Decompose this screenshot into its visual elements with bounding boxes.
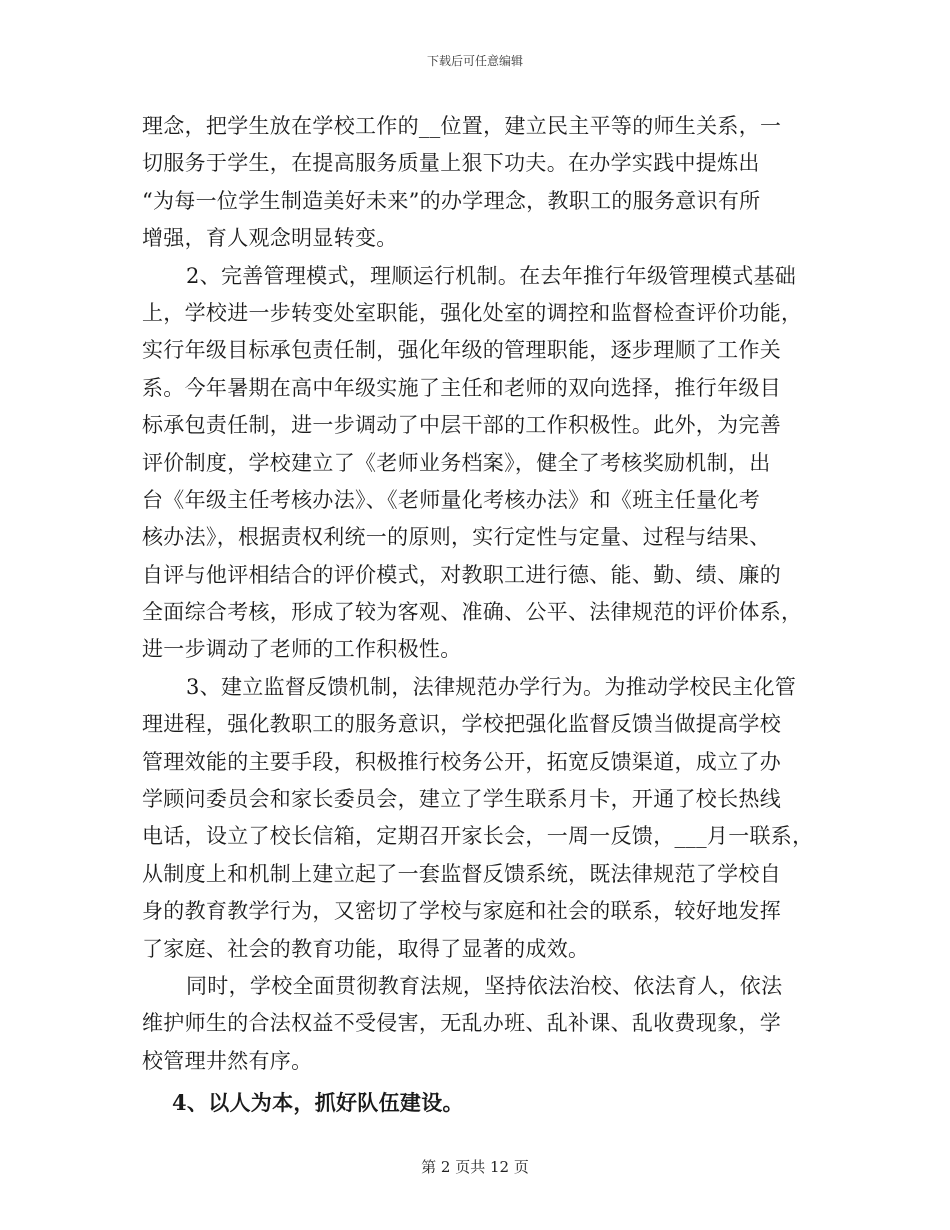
text-line: 标承包责任制，进一步调动了中层干部的工作积极性。此外，为完善 bbox=[142, 413, 781, 438]
text-line: 了家庭、社会的教育功能，取得了显著的成效。 bbox=[142, 936, 590, 961]
text-line: 系。今年暑期在高中年级实施了主任和老师的双向选择，推行年级目 bbox=[142, 375, 781, 400]
text-line: 电话，设立了校长信箱，定期召开家长会，一周一反馈，___月一联系， bbox=[142, 824, 814, 849]
page-header: 下载后可任意编辑 bbox=[426, 54, 523, 68]
text-line: 切服务于学生，在提高服务质量上狠下功夫。在办学实践中提炼出 bbox=[142, 151, 760, 176]
text-line: 上，学校进一步转变处室职能，强化处室的调控和监督检查评价功能， bbox=[142, 300, 803, 325]
text-line: 从制度上和机制上建立起了一套监督反馈系统，既法律规范了学校自 bbox=[142, 861, 781, 886]
text-line: 校管理井然有序。 bbox=[142, 1048, 313, 1073]
paragraph-start: 2、完善管理模式，理顺运行机制。在去年推行年级管理模式基础 bbox=[186, 263, 797, 288]
paragraph-start: 3、建立监督反馈机制，法律规范办学行为。为推动学校民主化管 bbox=[186, 674, 797, 699]
text-line: 理念，把学生放在学校工作的__位置，建立民主平等的师生关系，一 bbox=[142, 114, 782, 138]
text-line: 自评与他评相结合的评价模式，对教职工进行德、能、勤、绩、廉的 bbox=[142, 562, 781, 587]
section-heading: 4、以人为本，抓好队伍建设。 bbox=[172, 1090, 464, 1116]
text-line: 学顾问委员会和家长委员会，建立了学生联系月卡，开通了校长热线 bbox=[142, 787, 781, 812]
document-body bbox=[142, 108, 822, 1122]
text-line: 增强，育人观念明显转变。 bbox=[142, 226, 398, 251]
text-line: “为每一位学生制造美好未来”的办学理念，教职工的服务意识有所 bbox=[142, 188, 761, 213]
text-line: 维护师生的合法权益不受侵害，无乱办班、乱补课、乱收费现象，学 bbox=[142, 1011, 781, 1036]
text-line: 身的教育教学行为，又密切了学校与家庭和社会的联系，较好地发挥 bbox=[142, 899, 781, 924]
text-line: 核办法》，根据责权利统一的原则，实行定性与定量、过程与结果、 bbox=[142, 525, 771, 550]
page-footer: 第 2 页共 12 页 bbox=[421, 1158, 529, 1176]
text-line: 管理效能的主要手段，积极推行校务公开，拓宽反馈渠道，成立了办 bbox=[142, 749, 781, 774]
text-line: 台《年级主任考核办法》、《老师量化考核办法》和《班主任量化考 bbox=[142, 487, 760, 512]
paragraph-start: 同时，学校全面贯彻教育法规，坚持依法治校、依法育人，依法 bbox=[186, 973, 783, 998]
text-line: 全面综合考核，形成了较为客观、准确、公平、法律规范的评价体系， bbox=[142, 600, 803, 625]
text-line: 进一步调动了老师的工作积极性。 bbox=[142, 637, 462, 662]
text-line: 评价制度，学校建立了《老师业务档案》，健全了考核奖励机制，出 bbox=[142, 450, 771, 475]
text-line: 实行年级目标承包责任制，强化年级的管理职能，逐步理顺了工作关 bbox=[142, 338, 781, 363]
text-line: 理进程，强化教职工的服务意识，学校把强化监督反馈当做提高学校 bbox=[142, 712, 781, 737]
